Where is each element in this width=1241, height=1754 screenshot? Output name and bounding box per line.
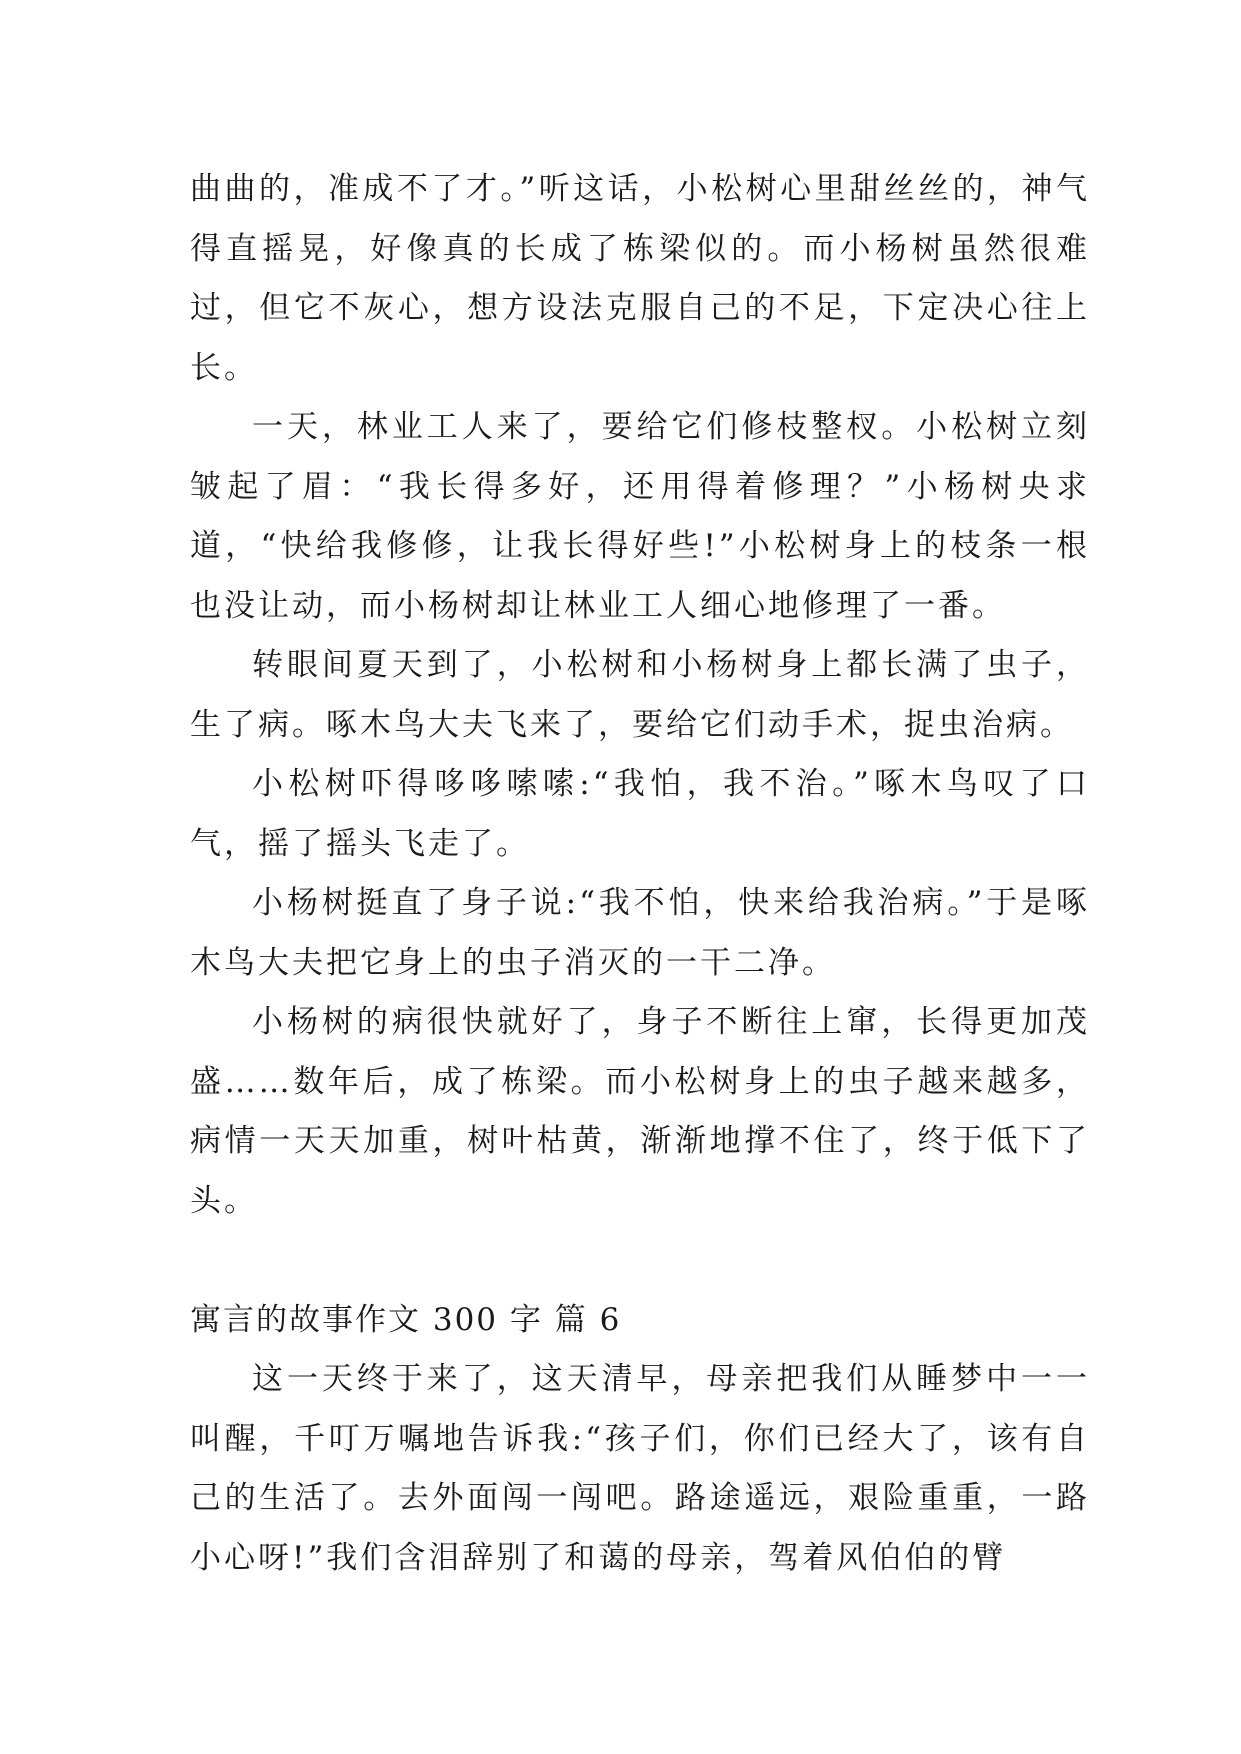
paragraph: 转眼间夏天到了，小松树和小杨树身上都长满了虫子，生了病。啄木鸟大夫飞来了，要给它们动手术，捉虫治病。	[190, 647, 1090, 743]
paragraph: 曲曲的，准成不了才。”听这话，小松树心里甜丝丝的，神气得直摇晃，好像真的长成了栋梁似的。而小杨树虽然很难过，但它不灰心，想方设法克服自己的不足，下定决心往上长。	[190, 171, 1090, 386]
paragraph: 小杨树的病很快就好了，身子不断往上窜，长得更加茂盛……数年后，成了栋梁。而小松树身上的虫子越来越多，病情一天天加重，树叶枯黄，渐渐地撑不住了，终于低下了头。	[190, 1004, 1090, 1219]
paragraph: 小杨树挺直了身子说:“我不怕，快来给我治病。”于是啄木鸟大夫把它身上的虫子消灭的一干二净。	[190, 885, 1090, 981]
section-heading: 寓言的故事作文 300 字 篇 6	[190, 1301, 622, 1338]
paragraph: 一天，林业工人来了，要给它们修枝整杈。小松树立刻皱起了眉：“我长得多好，还用得着修理？”小杨树央求道，“快给我修修，让我长得好些!”小松树身上的枝条一根也没让动，而小杨树却让林业工人细心地修理了一番。	[190, 409, 1090, 624]
paragraph: 这一天终于来了，这天清早，母亲把我们从睡梦中一一叫醒，千叮万嘱地告诉我:“孩子们，你们已经大了，该有自己的生活了。去外面闯一闯吧。路途遥远，艰险重重，一路小心呀!”我们含泪辞别了和蔼的母亲，驾着风伯伯的臂	[190, 1361, 1090, 1576]
paragraph: 小松树吓得哆哆嗦嗦:“我怕，我不治。”啄木鸟叹了口气，摇了摇头飞走了。	[190, 766, 1090, 862]
document-body	[190, 160, 1090, 1588]
